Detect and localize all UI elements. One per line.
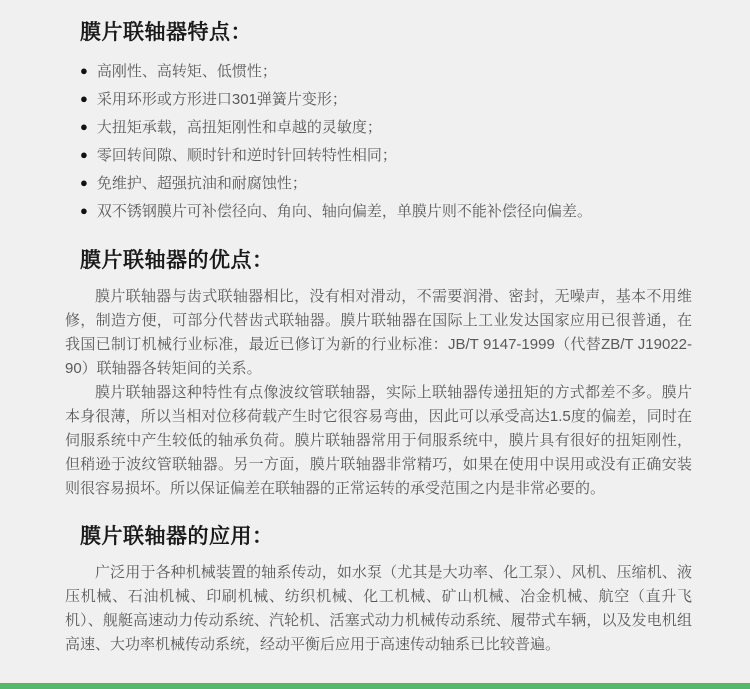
features-title: 膜片联轴器特点： — [80, 21, 252, 44]
advantages-paragraph: 膜片联轴器与齿式联轴器相比，没有相对滑动，不需要润滑、密封，无噪声，基本不用维修，制造方便，可部分代替齿式联轴器。膜片联轴器在国际上工业发达国家应用已很普通，在我国已制订机械行业标准，最近已修订为新的行业标准：JB/T 9147-1999（代替ZB/T J19022-90）联轴器各转矩间的关系。 — [65, 288, 692, 377]
feature-text: 双不锈钢膜片可补偿径向、角向、轴向偏差，单膜片则不能补偿径向偏差。 — [96, 203, 592, 220]
advantages-body — [65, 285, 692, 501]
features-list — [80, 57, 692, 225]
feature-item — [80, 169, 692, 197]
bullet-icon: ● — [80, 203, 88, 218]
bullet-icon: ● — [80, 63, 88, 78]
feature-item — [80, 141, 692, 169]
feature-text: 零回转间隙、顺时针和逆时针回转特性相同； — [96, 147, 397, 164]
advantages-title: 膜片联轴器的优点： — [80, 249, 274, 272]
bullet-icon: ● — [80, 147, 88, 162]
bullet-icon: ● — [80, 119, 88, 134]
section-features — [65, 20, 692, 225]
applications-paragraph: 广泛用于各种机械装置的轴系传动，如水泵（尤其是大功率、化工泵）、风机、压缩机、液压机械、石油机械、印刷机械、纺织机械、化工机械、矿山机械、冶金机械、航空（直升飞机）、舰艇高速动力传动系统、汽轮机、活塞式动力机械传动系统、履带式车辆，以及发电机组高速、大功率机械传动系统，经动平衡后应用于高速传动轴系已比较普遍。 — [65, 564, 692, 653]
applications-title: 膜片联轴器的应用： — [80, 525, 274, 548]
applications-body — [65, 561, 692, 657]
bullet-icon: ● — [80, 91, 88, 106]
feature-item — [80, 85, 692, 113]
feature-item — [80, 197, 692, 225]
feature-item — [80, 57, 692, 85]
section-applications — [65, 524, 692, 657]
section-advantages — [65, 248, 692, 501]
advantages-paragraph: 膜片联轴器这种特性有点像波纹管联轴器，实际上联轴器传递扭矩的方式都差不多。膜片本身很薄，所以当相对位移荷载产生时它很容易弯曲，因此可以承受高达1.5度的偏差，同时在伺服系统中产生较低的轴承负荷。膜片联轴器常用于伺服系统中，膜片具有很好的扭矩刚性，但稍逊于波纹管联轴器。另一方面，膜片联轴器非常精巧，如果在使用中误用或没有正确安装则很容易损坏。所以保证偏差在联轴器的正常运转的承受范围之内是非常必要的。 — [65, 384, 692, 497]
feature-text: 免维护、超强抗油和耐腐蚀性； — [96, 175, 307, 192]
feature-item — [80, 113, 692, 141]
feature-text: 采用环形或方形进口301弹簧片变形； — [96, 91, 347, 108]
feature-text: 高刚性、高转矩、低惯性； — [96, 63, 277, 80]
feature-text: 大扭矩承载，高扭矩刚性和卓越的灵敏度； — [96, 119, 382, 136]
bullet-icon: ● — [80, 175, 88, 190]
bottom-accent-bar — [0, 683, 750, 689]
